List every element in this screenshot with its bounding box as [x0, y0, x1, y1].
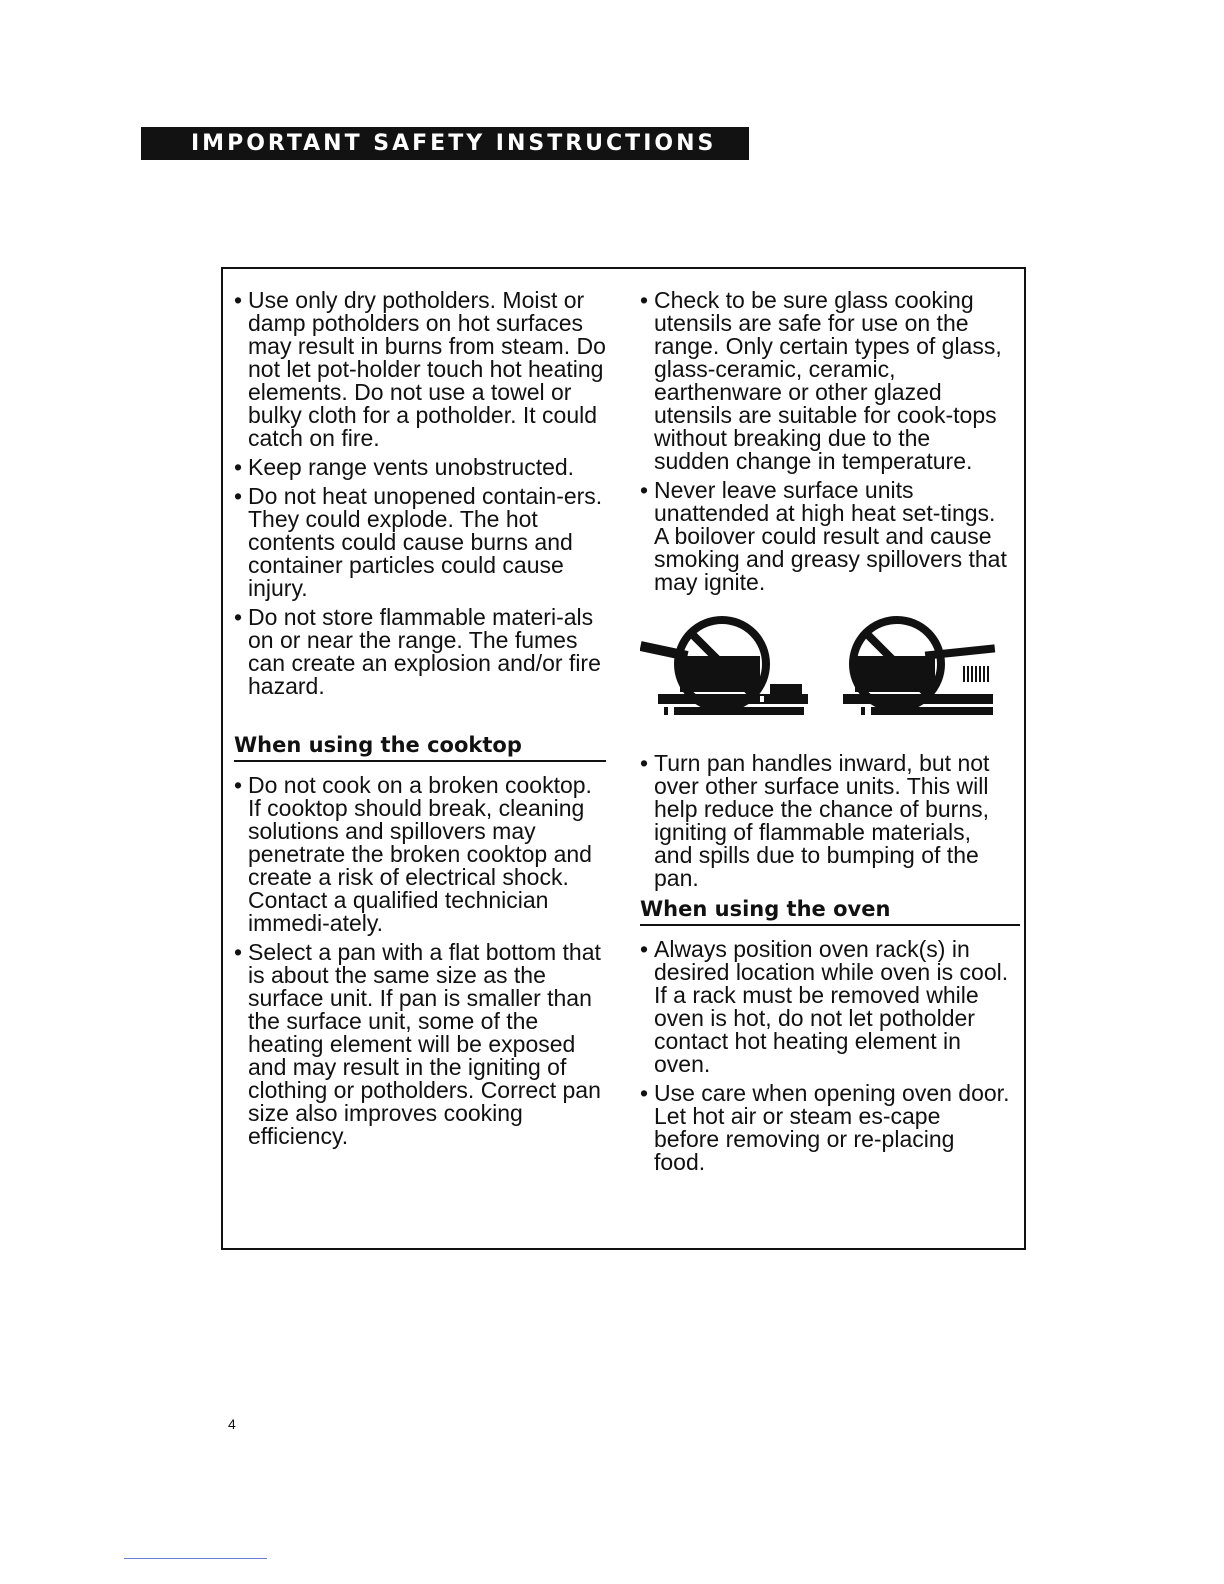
- bullet-broken-cooktop: • Do not cook on a broken cooktop. If cooktop should break, cleaning solutions and spillovers may penetrate the broken cooktop and create a risk of electrical shock. Contact a qualified technician immedi-ately.: [234, 774, 609, 935]
- footer-rule: [124, 1558, 267, 1559]
- section-header-bar: [141, 127, 749, 160]
- pan-handle-illustrations: [640, 616, 1010, 716]
- safety-instructions-box: [221, 267, 1026, 1250]
- header-title: IMPORTANT SAFETY INSTRUCTIONS: [191, 131, 717, 156]
- bullet-glass-utensils: • Check to be sure glass cooking utensils are safe for use on the range. Only certain types of glass, glass-ceramic, ceramic, earthenware or other glazed utensils are suitable for cook-tops without breaking due to the sudden change in temperature.: [640, 289, 1010, 473]
- bullet-oven-racks: • Always position oven rack(s) in desired location while oven is cool. If a rack must be removed while oven is hot, do not let potholder contact hot heating element in oven.: [640, 938, 1010, 1076]
- heading-oven: When using the oven: [640, 896, 1020, 926]
- no-pan-handle-over-burner-icon: [825, 616, 1005, 716]
- bullet-unattended-units: • Never leave surface units unattended at high heat set-tings. A boilover could result and cause smoking and greasy spillovers that may ignite.: [640, 479, 1010, 594]
- no-pan-handle-outward-icon: [640, 616, 820, 716]
- bullet-dry-potholders: • Use only dry potholders. Moist or damp potholders on hot surfaces may result in burns from steam. Do not let pot-holder touch hot heating elements. Do not use a towel or bulky cloth for a potholder. It could catch on fire.: [234, 289, 609, 450]
- right-column: [640, 289, 1010, 1180]
- bullet-oven-door: • Use care when opening oven door. Let hot air or steam es-cape before removing or re-placing food.: [640, 1082, 1010, 1174]
- left-column: [234, 289, 609, 1154]
- bullet-pan-handles: • Turn pan handles inward, but not over other surface units. This will help reduce the chance of burns, igniting of flammable materials, and spills due to bumping of the pan.: [640, 752, 1010, 890]
- heading-cooktop: When using the cooktop: [234, 732, 606, 762]
- bullet-range-vents: • Keep range vents unobstructed.: [234, 456, 609, 479]
- page-number: 4: [228, 1416, 236, 1432]
- bullet-flammable-materials: • Do not store flammable materi-als on or near the range. The fumes can create an explosion and/or fire hazard.: [234, 606, 609, 698]
- bullet-unopened-containers: • Do not heat unopened contain-ers. They could explode. The hot contents could cause burns and container particles could cause injury.: [234, 485, 609, 600]
- bullet-flat-bottom-pan: • Select a pan with a flat bottom that is about the same size as the surface unit. If pan is smaller than the surface unit, some of the heating element will be exposed and may result in the igniting of clothing or potholders. Correct pan size also improves cooking efficiency.: [234, 941, 609, 1148]
